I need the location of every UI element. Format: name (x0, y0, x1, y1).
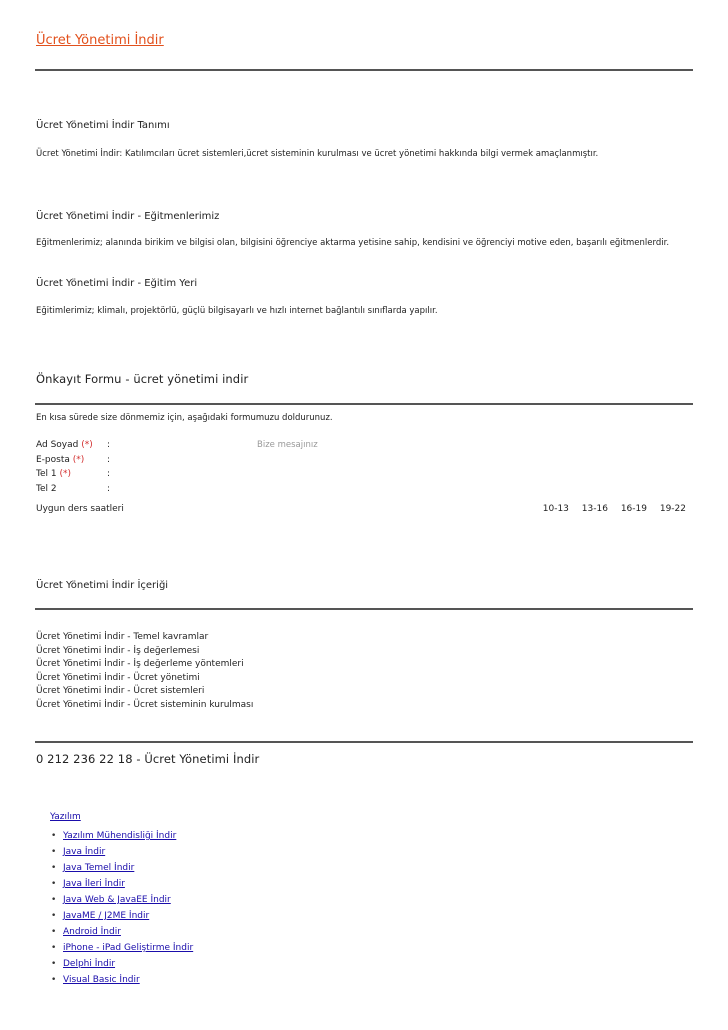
egitmen-text: Eğitmenlerimiz; alanında birikim ve bilgisi olan, bilgisini öğrenciye aktarma yetisine sahip, kendisini ve öğrenciyi motive eden, başarılı eğitmenlerdir. (36, 238, 670, 248)
nav-item (50, 828, 193, 844)
hour-option[interactable]: 13-16 (581, 504, 608, 514)
list-item: Ücret Yönetimi İndir - İş değerleme yöntemleri (36, 659, 244, 669)
nav-list (50, 828, 193, 988)
list-item: Ücret Yönetimi İndir - Ücret sisteminin kurulması (36, 699, 254, 710)
nav-item (50, 860, 193, 876)
hours-label: Uygun ders saatleri (36, 504, 124, 514)
nav-link[interactable]: Java İndir (63, 847, 106, 857)
form-row-eposta[interactable]: E-posta (*) : (36, 455, 111, 465)
field-label: E-posta (*) (36, 455, 85, 465)
nav-link[interactable]: Visual Basic İndir (63, 975, 140, 985)
nav-item (50, 892, 193, 908)
hours-options[interactable] (533, 504, 686, 514)
nav-item (50, 940, 193, 956)
form-row-tel1[interactable]: Tel 1 (*) : (36, 469, 111, 479)
form-row-ad-soyad[interactable]: Ad Soyad (*) : (36, 440, 111, 450)
form-intro: En kısa sürede size dönmemiz için, aşağıdaki formumuzu doldurunuz. (36, 413, 333, 423)
field-label: Ad Soyad (*) (36, 440, 93, 450)
field-label: Tel 1 (*) (36, 469, 71, 479)
nav-item (50, 908, 193, 924)
list-item: Ücret Yönetimi İndir - Ücret yönetimi (36, 672, 200, 683)
nav-link[interactable]: Delphi İndir (63, 959, 116, 969)
list-item: Ücret Yönetimi İndir - Temel kavramlar (36, 632, 209, 642)
nav-link[interactable]: iPhone - iPad Geliştirme İndir (63, 943, 194, 953)
nav-category-link[interactable]: Yazılım (50, 812, 81, 822)
icerik-list (36, 631, 253, 712)
nav-item (50, 972, 193, 988)
message-input[interactable]: Bize mesajınız (257, 440, 318, 450)
form-row-tel2[interactable]: Tel 2 : (36, 484, 111, 494)
hour-option[interactable]: 16-19 (620, 504, 647, 514)
hour-option[interactable]: 19-22 (659, 504, 686, 514)
nav-item (50, 844, 193, 860)
page-title-link[interactable]: Ücret Yönetimi İndir (36, 33, 164, 48)
divider (35, 741, 693, 743)
form-heading: Önkayıt Formu - ücret yönetimi indir (36, 372, 249, 386)
nav-link[interactable]: Java İleri İndir (63, 879, 125, 889)
icerik-heading: Ücret Yönetimi İndir İçeriği (36, 580, 169, 591)
list-item: Ücret Yönetimi İndir - İş değerlemesi (36, 645, 200, 656)
nav-item (50, 924, 193, 940)
nav-item (50, 876, 193, 892)
nav-link[interactable]: JavaME / J2ME İndir (63, 911, 150, 921)
nav-item (50, 956, 193, 972)
phone-line: 0 212 236 22 18 - Ücret Yönetimi İndir (36, 752, 260, 766)
tanim-text: Ücret Yönetimi İndir: Katılımcıları ücret sistemleri,ücret sisteminin kurulması ve ücret yönetimi hakkında bilgi vermek amaçlanmıştır. (36, 149, 599, 159)
nav-link[interactable]: Java Web & JavaEE İndir (63, 895, 171, 905)
list-item: Ücret Yönetimi İndir - Ücret sistemleri (36, 686, 205, 696)
nav-section (50, 812, 193, 988)
yer-heading: Ücret Yönetimi İndir - Eğitim Yeri (36, 278, 198, 289)
nav-link[interactable]: Yazılım Mühendisliği İndir (63, 831, 177, 841)
tanim-heading: Ücret Yönetimi İndir Tanımı (36, 120, 170, 131)
yer-text: Eğitimlerimiz; klimalı, projektörlü, güçlü bilgisayarlı ve hızlı internet bağlantılı sınıflarda yapılır. (36, 306, 438, 316)
divider (35, 69, 693, 71)
nav-link[interactable]: Java Temel İndir (63, 863, 135, 873)
divider (35, 403, 693, 405)
field-label: Tel 2 (36, 484, 57, 494)
divider (35, 608, 693, 610)
egitmen-heading: Ücret Yönetimi İndir - Eğitmenlerimiz (36, 211, 220, 222)
hour-option[interactable]: 10-13 (542, 504, 569, 514)
nav-link[interactable]: Android İndir (63, 927, 121, 937)
